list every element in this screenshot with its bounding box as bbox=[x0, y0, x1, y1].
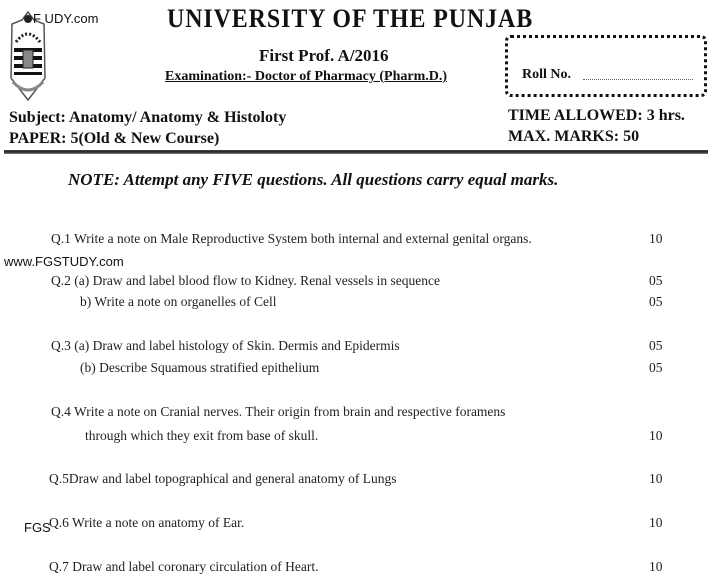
max-marks: MAX. MARKS: 50 bbox=[508, 128, 640, 145]
exam-title: First Prof. A/2016 bbox=[259, 46, 389, 65]
time-allowed: TIME ALLOWED: 3 hrs. bbox=[508, 107, 685, 124]
watermark-top: F UDY.com bbox=[33, 11, 99, 26]
paper-line: PAPER: 5(Old & New Course) bbox=[9, 130, 220, 147]
question-1: Q.1 Write a note on Male Reproductive System both internal and external genital organs. bbox=[51, 231, 532, 246]
question-7-marks: 10 bbox=[649, 559, 663, 574]
question-3a: Q.3 (a) Draw and label histology of Skin. Dermis and Epidermis bbox=[51, 338, 400, 353]
roll-number-field[interactable] bbox=[583, 79, 693, 80]
question-3b: (b) Describe Squamous stratified epithelium bbox=[80, 360, 320, 375]
question-4-marks: 10 bbox=[649, 428, 663, 443]
question-6: Q.6 Write a note on anatomy of Ear. bbox=[49, 515, 245, 530]
question-1-marks: 10 bbox=[649, 231, 663, 246]
question-2b: b) Write a note on organelles of Cell bbox=[80, 294, 277, 309]
question-4: Q.4 Write a note on Cranial nerves. Their origin from brain and respective foramens bbox=[51, 404, 506, 419]
watermark-bottom: FGS bbox=[24, 520, 51, 535]
university-title: UNIVERSITY OF THE PUNJAB bbox=[167, 4, 534, 33]
question-3b-marks: 05 bbox=[649, 360, 663, 375]
watermark-middle: www.FGSTUDY.com bbox=[4, 254, 124, 269]
question-7: Q.7 Draw and label coronary circulation of Heart. bbox=[49, 559, 319, 574]
question-5: Q.5Draw and label topographical and general anatomy of Lungs bbox=[49, 471, 397, 486]
examination-line: Examination:- Doctor of Pharmacy (Pharm.D.) bbox=[165, 69, 448, 84]
question-4-cont: through which they exit from base of skull. bbox=[85, 428, 319, 443]
question-2b-marks: 05 bbox=[649, 294, 663, 309]
roll-number-box bbox=[505, 35, 707, 97]
question-2a-marks: 05 bbox=[649, 273, 663, 288]
header-divider bbox=[4, 150, 708, 154]
roll-number-label: Roll No. bbox=[522, 67, 571, 82]
question-3a-marks: 05 bbox=[649, 338, 663, 353]
question-5-marks: 10 bbox=[649, 471, 663, 486]
instructions-note: NOTE: Attempt any FIVE questions. All questions carry equal marks. bbox=[68, 170, 559, 189]
question-6-marks: 10 bbox=[649, 515, 663, 530]
question-2a: Q.2 (a) Draw and label blood flow to Kidney. Renal vessels in sequence bbox=[51, 273, 441, 288]
subject-line: Subject: Anatomy/ Anatomy & Histoloty bbox=[9, 109, 287, 126]
